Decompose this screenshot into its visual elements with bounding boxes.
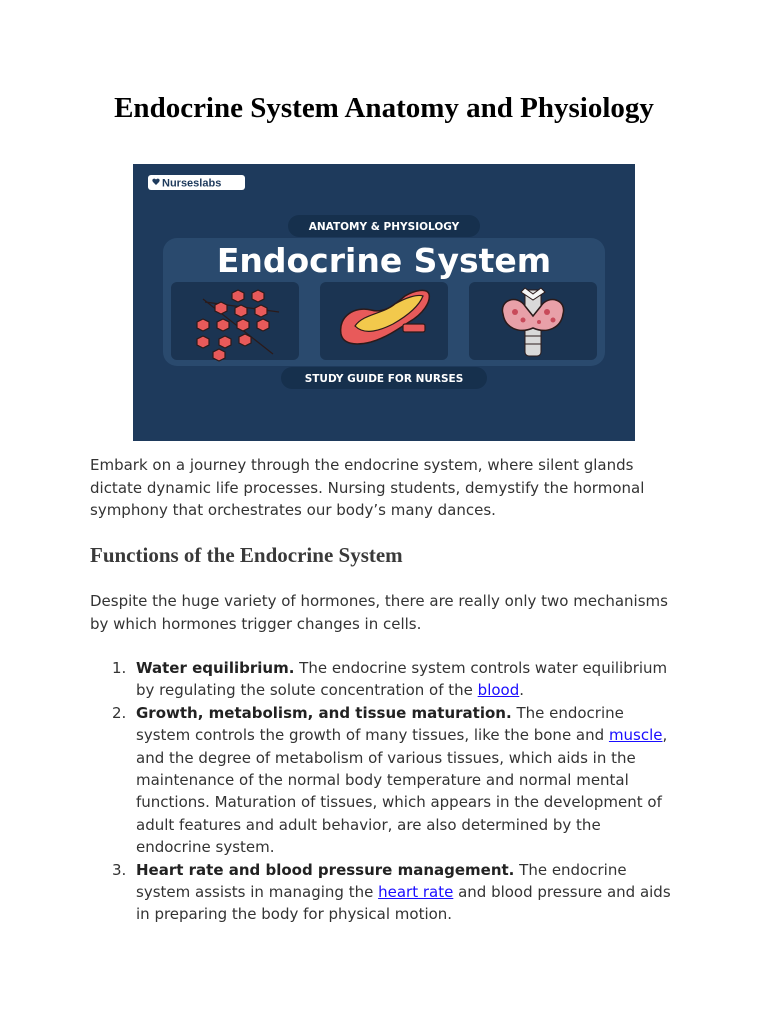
heart-rate-link[interactable]: heart rate: [378, 883, 454, 902]
list-item-text: The endocrine system controls the growth of many tissues, like the bone and: [136, 703, 624, 745]
blood-link[interactable]: blood: [477, 681, 520, 700]
banner-bottom-pill: STUDY GUIDE FOR NURSES: [304, 373, 464, 385]
list-item-number: 1.: [112, 659, 127, 677]
list-item-text-end: and blood pressure and aids in preparing the body for physical motion.: [136, 883, 671, 924]
functions-list: [90, 657, 680, 926]
list-item-text-end: , and the degree of metabolism of various tissues, which aids in the maintenance of the normal body temperature and normal mental functions. Maturation of tissues, which appears in the development of adult features and adult behavior, are also determined by the endocrine system.: [136, 726, 668, 857]
brand-logo: [148, 175, 245, 190]
muscle-link[interactable]: muscle: [608, 726, 663, 745]
list-item-number: 3.: [112, 860, 127, 879]
page-title: Endocrine System Anatomy and Physiology: [114, 92, 654, 124]
list-item-title: Heart rate and blood pressure management.: [136, 860, 515, 879]
list-item-text: The endocrine system assists in managing the: [136, 860, 627, 902]
list-item-text: The endocrine system controls water equilibrium by regulating the solute concentration of the: [136, 659, 668, 700]
list-item: [90, 859, 680, 926]
list-item-title: Water equilibrium.: [136, 659, 295, 677]
banner-top-pill: ANATOMY & PHYSIOLOGY: [308, 221, 460, 233]
list-item-text-end: .: [519, 681, 525, 700]
brand-name: Nurseslabs: [162, 177, 222, 190]
banner-headline: Endocrine System: [216, 241, 552, 280]
list-item: [90, 702, 680, 859]
intro-paragraph: Embark on a journey through the endocrine system, where silent glands dictate dynamic life processes. Nursing students, demystify the hormonal symphony that orchestrates our body’s many dances.: [90, 456, 645, 519]
section-intro-paragraph: Despite the huge variety of hormones, there are really only two mechanisms by which hormones trigger changes in cells.: [90, 592, 668, 633]
list-item-number: 2.: [112, 703, 127, 722]
banner-image: [133, 164, 635, 441]
list-item: [90, 657, 680, 702]
section-heading: Functions of the Endocrine System: [90, 543, 403, 567]
list-item-title: Growth, metabolism, and tissue maturation.: [136, 703, 512, 722]
